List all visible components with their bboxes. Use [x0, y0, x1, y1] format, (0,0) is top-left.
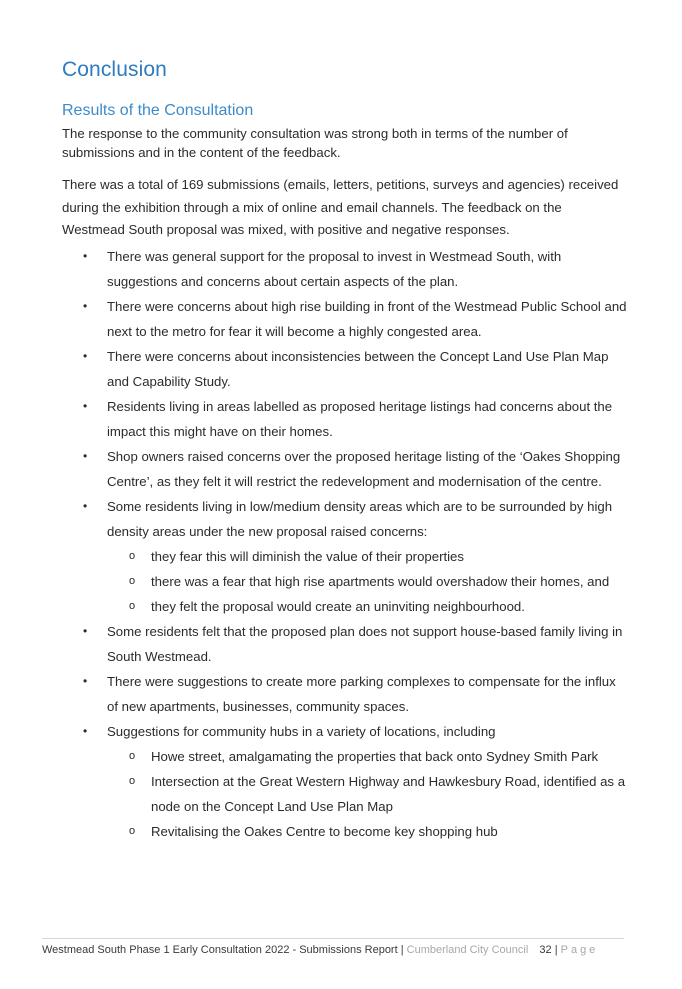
bullet-icon: • — [83, 673, 88, 688]
list-item-text: There were suggestions to create more parking complexes to compensate for the influx of new apartments, businesses, community spaces. — [107, 673, 616, 714]
circle-bullet-icon: o — [129, 749, 136, 762]
list-item-text: Shop owners raised concerns over the proposed heritage listing of the ‘Oakes Shopping Centre’, as they felt it will restrict the redevelopment and modernisation of the centre. — [107, 448, 621, 489]
community-hubs-sublist — [107, 744, 627, 844]
list-item — [62, 344, 627, 394]
list-item — [62, 444, 627, 494]
sub-list-item — [107, 544, 627, 569]
sub-list-item-text: Howe street, amalgamating the properties that back onto Sydney Smith Park — [151, 748, 599, 764]
sub-list-item — [107, 819, 627, 844]
footer-separator: | — [400, 944, 404, 956]
bullet-icon: • — [83, 348, 88, 363]
sub-list-item — [107, 594, 627, 619]
list-item — [62, 394, 627, 444]
bullet-icon: • — [83, 623, 88, 638]
list-item — [62, 294, 627, 344]
sub-list-item — [107, 744, 627, 769]
section-heading: Results of the Consultation — [62, 102, 254, 119]
list-item-text: Residents living in areas labelled as proposed heritage listings had concerns about the impact this might have on their homes. — [107, 398, 613, 439]
list-item-text: Some residents felt that the proposed plan does not support house-based family living in South Westmead. — [107, 623, 623, 664]
list-item-text: There were concerns about high rise building in front of the Westmead Public School and next to the metro for fear it will become a highly congested area. — [107, 298, 627, 339]
list-item-text: Suggestions for community hubs in a variety of locations, including — [107, 723, 496, 739]
sub-list-item-text: Revitalising the Oakes Centre to become key shopping hub — [151, 823, 498, 839]
list-item-text: There were concerns about inconsistencies between the Concept Land Use Plan Map and Capability Study. — [107, 348, 609, 389]
list-item-text: Some residents living in low/medium density areas which are to be surrounded by high density areas under the new proposal raised concerns: — [107, 498, 613, 539]
findings-list — [62, 244, 627, 844]
footer-council-name: Cumberland City Council — [406, 944, 529, 956]
sub-list-item-text: they felt the proposal would create an uninviting neighbourhood. — [151, 598, 525, 614]
list-item — [62, 719, 627, 844]
sub-list-item-text: they fear this will diminish the value of their properties — [151, 548, 464, 564]
footer-report-title: Westmead South Phase 1 Early Consultation 2022 - Submissions Report — [42, 944, 398, 956]
list-item — [62, 494, 627, 619]
bullet-icon: • — [83, 398, 88, 413]
bullet-icon: • — [83, 248, 88, 263]
density-concerns-sublist — [107, 544, 627, 619]
bullet-icon: • — [83, 448, 88, 463]
footer-page-number: 32 — [539, 944, 552, 956]
page-footer — [42, 938, 624, 956]
sub-list-item-text: there was a fear that high rise apartments would overshadow their homes, and — [151, 573, 610, 589]
circle-bullet-icon: o — [129, 574, 136, 587]
sub-list-item — [107, 769, 627, 819]
circle-bullet-icon: o — [129, 549, 136, 562]
list-item — [62, 244, 627, 294]
submissions-paragraph: There was a total of 169 submissions (emails, letters, petitions, surveys and agencies) received during the exhibition through a mix of online and email channels. The feedback on the Westmead South proposal was mixed, with positive and negative responses. — [62, 177, 619, 237]
bullet-icon: • — [83, 298, 88, 313]
circle-bullet-icon: o — [129, 824, 136, 837]
list-item — [62, 619, 627, 669]
bullet-icon: • — [83, 498, 88, 513]
footer-page-word: Page — [560, 944, 599, 956]
intro-paragraph: The response to the community consultation was strong both in terms of the number of submissions and in the content of the feedback. — [62, 126, 568, 160]
bullet-icon: • — [83, 723, 88, 738]
footer-page-separator: | — [554, 944, 558, 956]
circle-bullet-icon: o — [129, 599, 136, 612]
list-item — [62, 669, 627, 719]
list-item-text: There was general support for the proposal to invest in Westmead South, with suggestions and concerns about certain aspects of the plan. — [107, 248, 562, 289]
sub-list-item-text: Intersection at the Great Western Highway and Hawkesbury Road, identified as a node on the Concept Land Use Plan Map — [151, 773, 626, 814]
sub-list-item — [107, 569, 627, 594]
circle-bullet-icon: o — [129, 774, 136, 787]
page-title: Conclusion — [62, 58, 167, 81]
document-page — [62, 58, 627, 844]
